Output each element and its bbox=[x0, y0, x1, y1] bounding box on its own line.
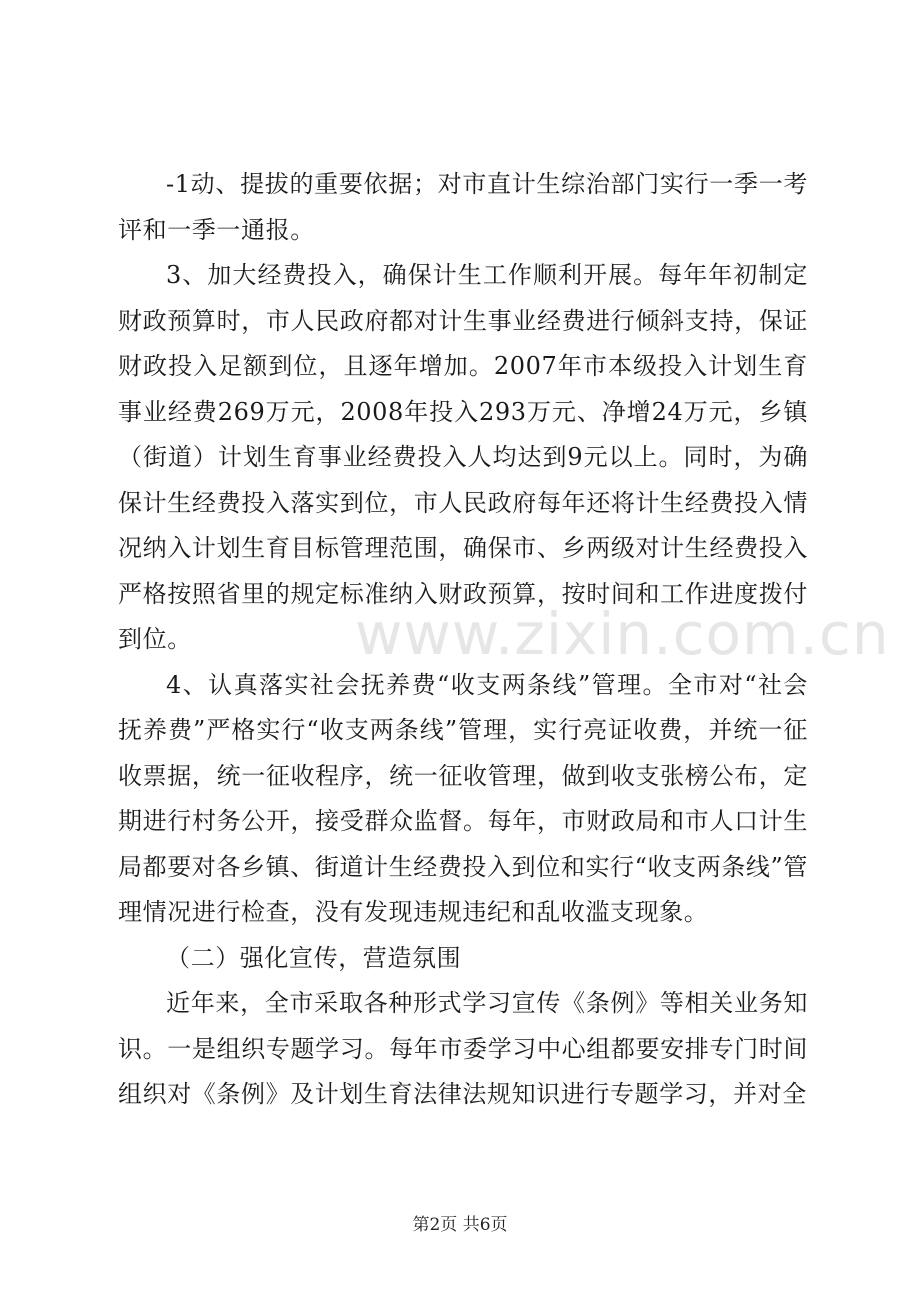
watermark: www.zixin.com.cn bbox=[355, 600, 890, 668]
document-body bbox=[118, 162, 808, 1118]
paragraph-1: -1动、提拔的重要依据；对市直计生综治部门实行一季一考评和一季一通报。 bbox=[118, 170, 808, 244]
section-heading: （二）强化宣传，营造氛围 bbox=[166, 943, 462, 972]
paragraph-4: 近年来，全市采取各种形式学习宣传《条例》等相关业务知识。一是组织专题学习。每年市委学习中心组都要安排专门时间组织对《条例》及计划生育法律法规知识进行专题学习，并对全 bbox=[118, 989, 808, 1108]
page-footer: 第2页 共6页 bbox=[412, 1215, 508, 1235]
paragraph-2: 3、加大经费投入，确保计生工作顺利开展。每年年初制定财政预算时，市人民政府都对计生事业经费进行倾斜支持，保证财政投入足额到位，且逐年增加。2007年市本级投入计划生育事业经费269万元，2008年投入293万元、净增24万元，乡镇（街道）计划生育事业经费投入人均达到9元以上。同时，为确保计生经费投入落实到位，市人民政府每年还将计生经费投入情况纳入计划生育目标管理范围，确保市、乡两级对计生经费投入严格按照省里的规定标准纳入财政预算，按时间和工作进度拨付到位。 bbox=[118, 261, 808, 653]
paragraph-3: 4、认真落实社会抚养费“收支两条线”管理。全市对“社会抚养费”严格实行“收支两条线”管理，实行亮证收费，并统一征收票据，统一征收程序，统一征收管理，做到收支张榜公布，定期进行村务公开，接受群众监督。每年，市财政局和市人口计生局都要对各乡镇、街道计生经费投入到位和实行“收支两条线”管理情况进行检查，没有发现违规违纪和乱收滥支现象。 bbox=[118, 670, 808, 926]
